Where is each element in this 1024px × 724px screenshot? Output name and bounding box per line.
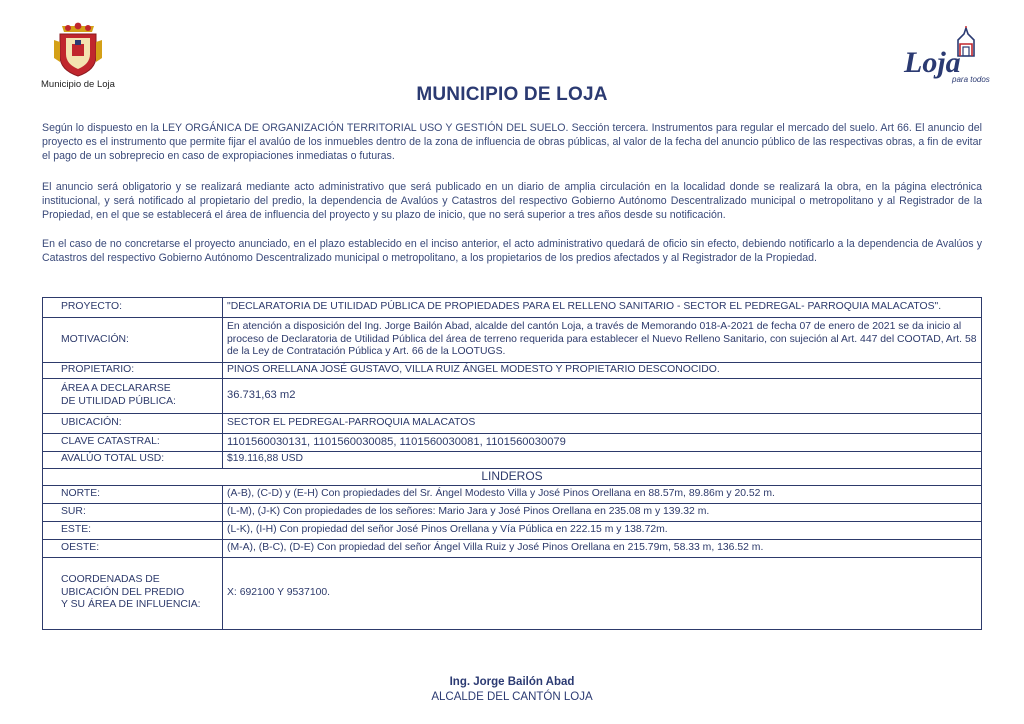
seal-caption: Municipio de Loja: [41, 79, 115, 90]
sur-label: SUR:: [43, 503, 223, 521]
table-row: [43, 539, 982, 557]
table-row: [43, 503, 982, 521]
ubicacion-value: SECTOR EL PEDREGAL-PARROQUIA MALACATOS: [223, 413, 982, 433]
table-row: [43, 378, 982, 413]
table-row: [43, 363, 982, 379]
area-label-line-2: DE UTILIDAD PÚBLICA:: [61, 395, 176, 407]
area-label-line-1: ÁREA A DECLARARSE: [61, 383, 171, 394]
table-row: [43, 318, 982, 363]
coordenadas-value: X: 692100 Y 9537100.: [223, 557, 982, 629]
intro-paragraph-1: Según lo dispuesto en la LEY ORGÁNICA DE ORGANIZACIÓN TERRITORIAL USO Y GESTIÓN DEL SUELO. Sección tercera. Instrumentos para regular el mercado del suelo. Art 66. El anuncio del proyecto es el instrumento que permite fijar el avalúo de los inmuebles dentro de la zona de influencia de obras públicas, al valor de la fecha del anuncio público de las respectivas obras, a fin de evitar el pago de un sobreprecio en caso de expropiaciones inmediatas o futuras.: [42, 122, 982, 162]
motivacion-label: MOTIVACIÓN:: [43, 318, 223, 363]
table-row: [43, 557, 982, 629]
table-row: [43, 521, 982, 539]
area-value: 36.731,63 m2: [223, 378, 982, 413]
loja-brand-logo: [900, 26, 990, 92]
intro-paragraph-2: El anuncio será obligatorio y se realizará mediante acto administrativo que será publicado en un diario de amplia circulación en la localidad donde se realizará la obra, en la página electrónica institucional, y será notificado al propietario del predio, la dependencia de Avalúos y Catastros del respectivo Gobierno Autónomo Descentralizado municipal o metropolitano y al Registrador de la Propiedad, en el que se establecerá el área de influencia del proyecto y su plazo de inicio, que no será superior a tres años desde su notificación.: [42, 181, 982, 221]
intro-paragraph-3: En el caso de no concretarse el proyecto anunciado, en el plazo establecido en el inciso anterior, el acto administrativo quedará de oficio sin efecto, debiendo notificarlo a la dependencia de Avalúos y Catastros del respectivo Gobierno Autónomo Descentralizado municipal o metropolitano, a los propietarios de los predios afectados y al Registrador de la Propiedad.: [42, 238, 982, 264]
table-row: [43, 433, 982, 451]
este-value: (L-K), (I-H) Con propiedad del señor José Pinos Orellana y Vía Pública en 222.15 m y 138.72m.: [223, 521, 982, 539]
coordenadas-label-line-3: Y SU ÁREA DE INFLUENCIA:: [61, 599, 201, 611]
project-info-table: [42, 297, 982, 630]
coordenadas-label-line-1: COORDENADAS DE: [61, 574, 160, 586]
este-label: ESTE:: [43, 521, 223, 539]
coordenadas-label-line-2: UBICACIÓN DEL PREDIO: [61, 586, 185, 598]
proyecto-label: PROYECTO:: [43, 298, 223, 318]
oeste-value: (M-A), (B-C), (D-E) Con propiedad del señor Ángel Villa Ruiz y José Pinos Orellana en 215.79m, 58.33 m, 136.52 m.: [223, 539, 982, 557]
brand-logo-tagline: para todos: [952, 75, 990, 84]
norte-value: (A-B), (C-D) y (E-H) Con propiedades del Sr. Ángel Modesto Villa y José Pinos Orellana en 88.57m, 89.86m y 20.52 m.: [223, 485, 982, 503]
table-row: [43, 298, 982, 318]
table-row: [43, 451, 982, 468]
table-row: [43, 468, 982, 485]
motivacion-value: En atención a disposición del Ing. Jorge Bailón Abad, alcalde del cantón Loja, a través de Memorando 018-A-2021 de fecha 07 de enero de 2021 se da inicio al proceso de Declaratoria de Utilidad Pública del área de terreno requerida para establecer el Nuevo Relleno Sanitario, con sujeción al Art. 447 del COOTAD, Art. 58 de la Ley de Contratación Pública y Art. 66 de la LOOTUGS.: [223, 318, 982, 363]
oeste-label: OESTE:: [43, 539, 223, 557]
norte-label: NORTE:: [43, 485, 223, 503]
ubicacion-label: UBICACIÓN:: [43, 413, 223, 433]
propietario-value: PINOS ORELLANA JOSÉ GUSTAVO, VILLA RUIZ ÁNGEL MODESTO Y PROPIETARIO DESCONOCIDO.: [223, 363, 982, 379]
signature-title: ALCALDE DEL CANTÓN LOJA: [431, 691, 593, 703]
table-row: [43, 485, 982, 503]
area-label: [43, 378, 223, 413]
sur-value: (L-M), (J-K) Con propiedades de los señores: Mario Jara y José Pinos Orellana en 235.08 m y 139.32 m.: [223, 503, 982, 521]
brand-logo-text: Loja: [904, 46, 961, 79]
coat-of-arms-icon: [52, 22, 104, 78]
clave-catastral-label: CLAVE CATASTRAL:: [43, 433, 223, 451]
signature-name: Ing. Jorge Bailón Abad: [449, 676, 575, 688]
clave-catastral-value: 1101560030131, 1101560030085, 1101560030081, 1101560030079: [223, 433, 982, 451]
propietario-label: PROPIETARIO:: [43, 363, 223, 379]
linderos-header: LINDEROS: [43, 468, 982, 485]
proyecto-value: "DECLARATORIA DE UTILIDAD PÚBLICA DE PROPIEDADES PARA EL RELLENO SANITARIO - SECTOR EL PEDREGAL- PARROQUIA MALACATOS".: [223, 298, 982, 318]
coordenadas-label: [43, 557, 223, 629]
avaluo-value: $19.116,88 USD: [223, 451, 982, 468]
table-row: [43, 413, 982, 433]
page-title: MUNICIPIO DE LOJA: [416, 84, 608, 105]
avaluo-label: AVALÚO TOTAL USD:: [43, 451, 223, 468]
